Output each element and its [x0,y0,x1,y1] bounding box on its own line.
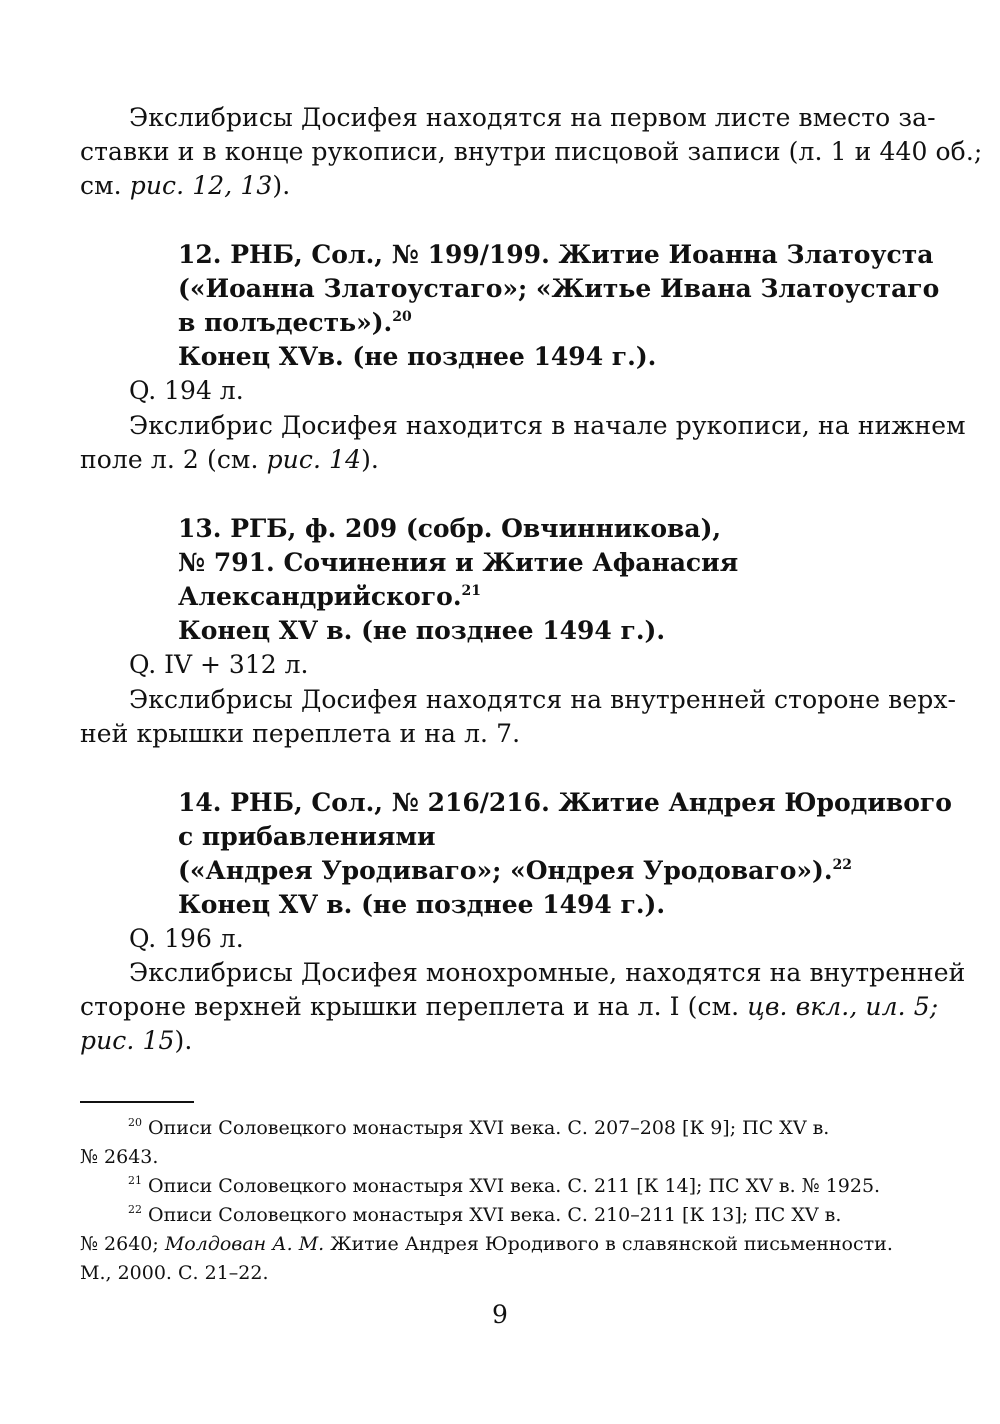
text-line: Экслибрисы Досифея находятся на внутренней стороне верх- [129,685,957,714]
entry-12-description [80,409,966,477]
footnote-line: М., 2000. С. 21–22. [80,1262,269,1284]
text-line: Экслибрисы Досифея монохромные, находятся на внутренней [129,958,966,987]
footnote-text: Описи Соловецкого монастыря XVI века. С. 210–211 [К 13]; ПС XV в. [142,1204,842,1226]
heading-line: 12. РНБ, Сол., № 199/199. Житие Иоанна Златоуста [178,240,934,269]
author-name: Молдован А. М. [164,1233,325,1255]
intro-paragraph [80,101,983,203]
text-fragment: стороне верхней крышки переплета и на л. I (см. [80,992,748,1021]
heading-line: с прибавлениями [178,822,436,851]
entry-date: Конец XVв. (не позднее 1494 г.). [178,342,657,371]
footnote-number: 22 [128,1203,142,1216]
heading-line: 14. РНБ, Сол., № 216/216. Житие Андрея Юродивого [178,788,952,817]
text-line [80,1024,870,1058]
text-line [80,443,870,477]
heading-line: 13. РГБ, ф. 209 (собр. Овчинникова), [178,514,722,543]
text-line [80,169,870,203]
text-fragment: ). [174,1026,193,1055]
text-line: Экслибрис Досифея находится в начале рукописи, на нижнем [129,411,966,440]
footnote-line [80,1172,881,1201]
heading-line [178,580,878,614]
text-fragment: см. [80,171,130,200]
text-fragment: ). [272,171,291,200]
footnotes-section [80,1114,893,1288]
entry-13-description [80,683,957,751]
text-line: ней крышки переплета и на л. 7. [80,719,521,748]
footnote-text: № 2640; [80,1233,165,1255]
figure-reference: рис. 12, 13 [129,171,273,200]
footnote-number: 20 [128,1116,142,1129]
footnote-21 [80,1172,881,1201]
figure-reference: рис. 14 [266,445,362,474]
footnote-ref[interactable]: 22 [832,857,853,873]
entry-date: Конец XV в. (не позднее 1494 г.). [178,616,666,645]
footnote-line [80,1230,893,1259]
text-fragment: ). [361,445,379,474]
footnote-line [80,1114,870,1143]
footnote-divider [80,1101,194,1103]
entry-date: Конец XV в. (не позднее 1494 г.). [178,890,666,919]
heading-fragment: Александрийского. [178,582,462,611]
entry-12-heading [178,238,940,374]
entry-13-heading [178,512,878,648]
footnote-text: Описи Соловецкого монастыря XVI века. С. 211 [К 14]; ПС XV в. № 1925. [142,1175,881,1197]
footnote-text: Житие Андрея Юродивого в славянской письменности. [324,1233,893,1255]
entry-12-format: Q. 194 л. [129,376,244,405]
heading-line [178,306,878,340]
heading-line: № 791. Сочинения и Житие Афанасия [178,548,739,577]
footnote-line: № 2643. [80,1146,159,1168]
text-line: ставки и в конце рукописи, внутри писцовой записи (л. 1 и 440 об.; [80,137,983,166]
footnote-line [80,1201,870,1230]
footnote-ref[interactable]: 20 [392,309,412,325]
footnote-20 [80,1114,870,1172]
entry-14-heading [178,786,952,922]
entry-14-description [80,956,966,1058]
heading-fragment: («Андрея Уродиваго»; «Ондрея Уродоваго»). [178,856,833,885]
text-line: Экслибрисы Досифея находятся на первом листе вместо за- [129,103,936,132]
heading-fragment: в полъдесть»). [178,308,393,337]
figure-reference: цв. вкл., ил. 5; [747,992,939,1021]
footnote-ref[interactable]: 21 [461,583,482,599]
text-fragment: поле л. 2 (см. [80,445,267,474]
footnote-number: 21 [128,1174,142,1187]
footnote-text: Описи Соловецкого монастыря XVI века. С. 207–208 [К 9]; ПС XV в. [142,1117,830,1139]
figure-reference: рис. 15 [80,1026,175,1055]
heading-line [178,854,878,888]
page-number: 9 [492,1300,508,1329]
heading-line: («Иоанна Златоустаго»; «Житье Ивана Златоустаго [178,274,940,303]
footnote-22 [80,1201,893,1288]
text-line [80,990,939,1024]
entry-14-format: Q. 196 л. [129,924,244,953]
entry-13-format: Q. IV + 312 л. [129,650,309,679]
